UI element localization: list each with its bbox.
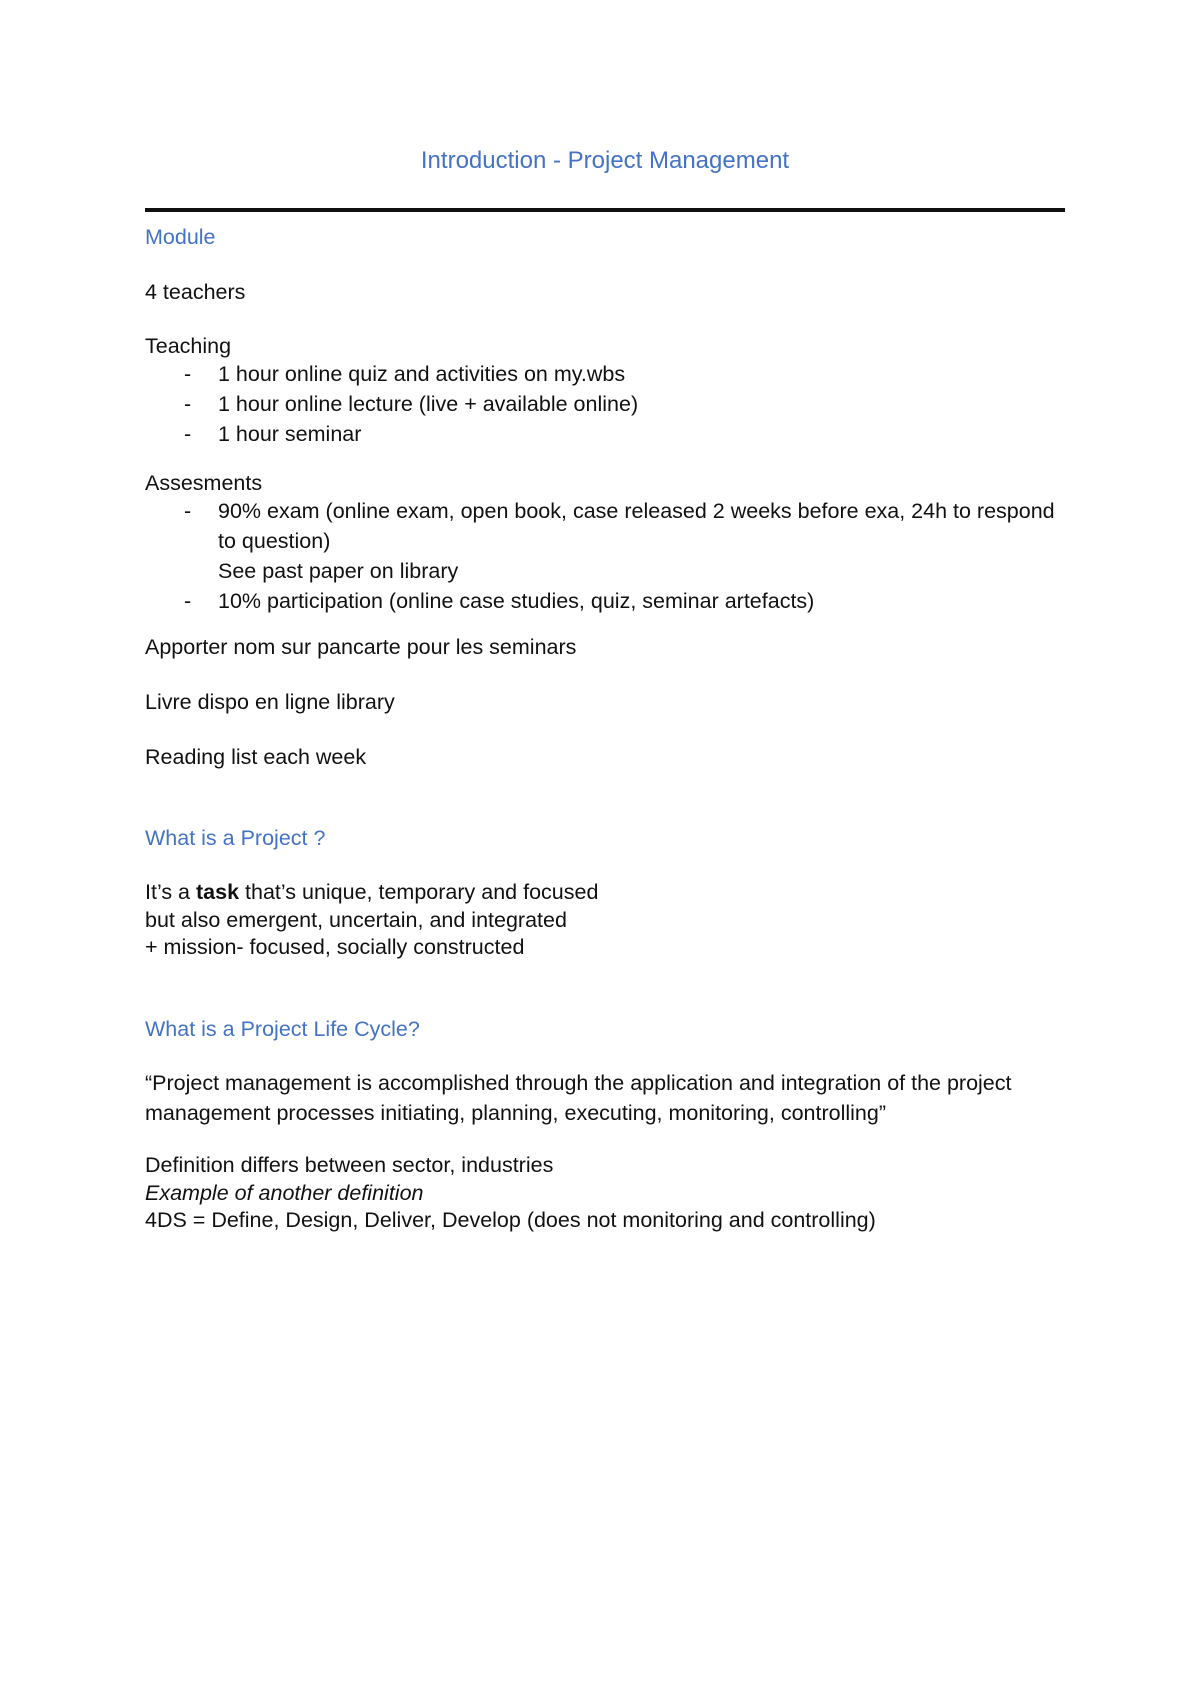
teaching-item-text: 1 hour online lecture (live + available online) — [218, 392, 639, 416]
list-dash: - — [184, 589, 192, 613]
teachers-line: 4 teachers — [145, 280, 246, 304]
teaching-item-text: 1 hour online quiz and activities on my.wbs — [218, 362, 626, 386]
teaching-item-text: 1 hour seminar — [218, 422, 362, 446]
assessment-item-text: 90% exam (online exam, open book, case released 2 weeks before exa, 24h to respond to question) — [218, 499, 1055, 553]
list-item — [145, 359, 1065, 389]
note-line: Livre dispo en ligne library — [145, 690, 395, 714]
teaching-label: Teaching — [145, 334, 232, 358]
document-title: Introduction - Project Management — [420, 147, 790, 174]
assessments-label: Assesments — [145, 471, 263, 495]
list-dash: - — [184, 362, 192, 386]
lifecycle-quote: “Project management is accomplished through the application and integration of the project management processes initiating, planning, executing, monitoring, controlling” — [145, 1071, 1012, 1125]
note-line: Reading list each week — [145, 745, 367, 769]
title-divider — [145, 208, 1065, 212]
project-line: + mission- focused, socially constructed — [145, 935, 525, 959]
list-item — [145, 586, 1065, 616]
note-line: Apporter nom sur pancarte pour les seminars — [145, 635, 577, 659]
assessments-list — [145, 496, 1065, 616]
project-line-prefix: It’s a — [145, 880, 196, 904]
assessment-item-text: 10% participation (online case studies, quiz, seminar artefacts) — [218, 589, 815, 613]
lifecycle-line: 4DS = Define, Design, Deliver, Develop (does not monitoring and controlling) — [145, 1208, 876, 1232]
list-item — [145, 496, 1065, 586]
lifecycle-example-label: Example of another definition — [145, 1181, 424, 1205]
module-heading: Module — [145, 225, 216, 249]
teaching-list — [145, 359, 1065, 449]
list-item — [145, 419, 1065, 449]
list-item — [145, 389, 1065, 419]
lifecycle-line: Definition differs between sector, industries — [145, 1153, 554, 1177]
project-line: but also emergent, uncertain, and integrated — [145, 908, 567, 932]
list-dash: - — [184, 422, 192, 446]
project-line — [145, 877, 1065, 907]
lifecycle-heading: What is a Project Life Cycle? — [145, 1017, 420, 1041]
list-dash: - — [184, 499, 192, 523]
assessment-item-note: See past paper on library — [218, 559, 459, 583]
project-line-suffix: that’s unique, temporary and focused — [239, 880, 599, 904]
list-dash: - — [184, 392, 192, 416]
project-line-bold-term: task — [196, 880, 240, 904]
project-heading: What is a Project ? — [145, 826, 326, 850]
